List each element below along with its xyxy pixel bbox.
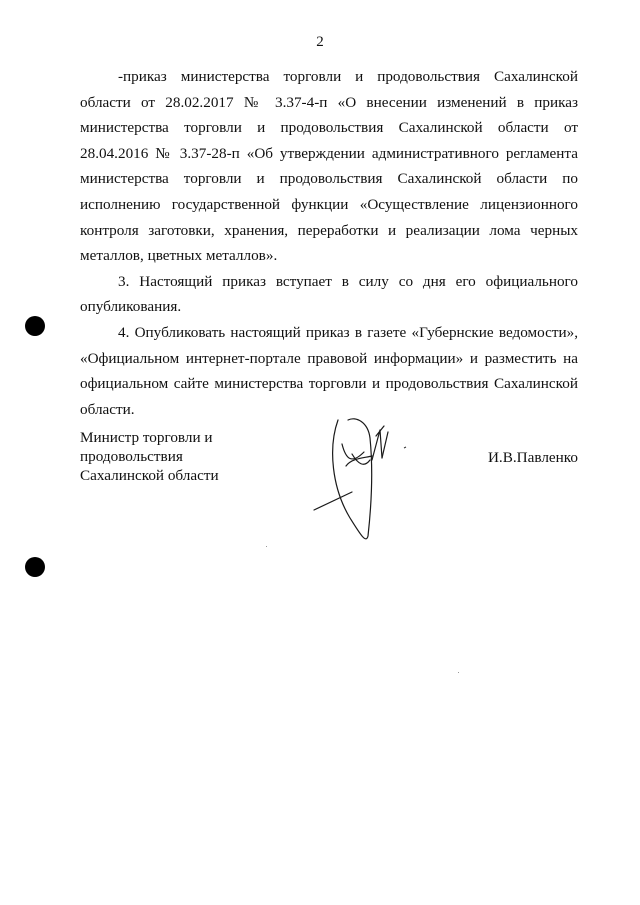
signature-block [80,428,578,558]
page-number: 2 [316,34,324,50]
scan-speck [266,546,267,547]
paragraph-amended-order: -приказ министерства торговли и продовольствия Сахалинской области от 28.02.2017 № 3.37-4-п «О внесении изменений в приказ министерства торговли и продовольствия Сахалинской области от 28.04.2016 № 3.37-28-п «Об утверждении административного регламента министерства торговли и продовольствия Сахалинской области по исполнению государственной функции «Осуществление лицензионного контроля заготовки, хранения, переработки и реализации лома черных металлов, цветных металлов». [80,68,578,265]
punch-hole-bottom [25,557,45,577]
scan-speck [458,672,459,673]
paragraph-publication: 4. Опубликовать настоящий приказ в газете «Губернские ведомости», «Официальном интернет-портале правовой информации» и разместить на официальном сайте министерства торговли и продовольствия Сахалинской области. [80,323,578,418]
signer-title: Министр торговли и продовольствия Сахалинской области [80,429,219,484]
punch-hole-top [25,316,45,336]
paragraph-effective-date: 3. Настоящий приказ вступает в силу со дня его официального опубликования. [80,272,578,316]
document-body [80,64,578,422]
signer-name: И.В.Павленко [487,449,578,466]
handwritten-signature [308,408,478,558]
